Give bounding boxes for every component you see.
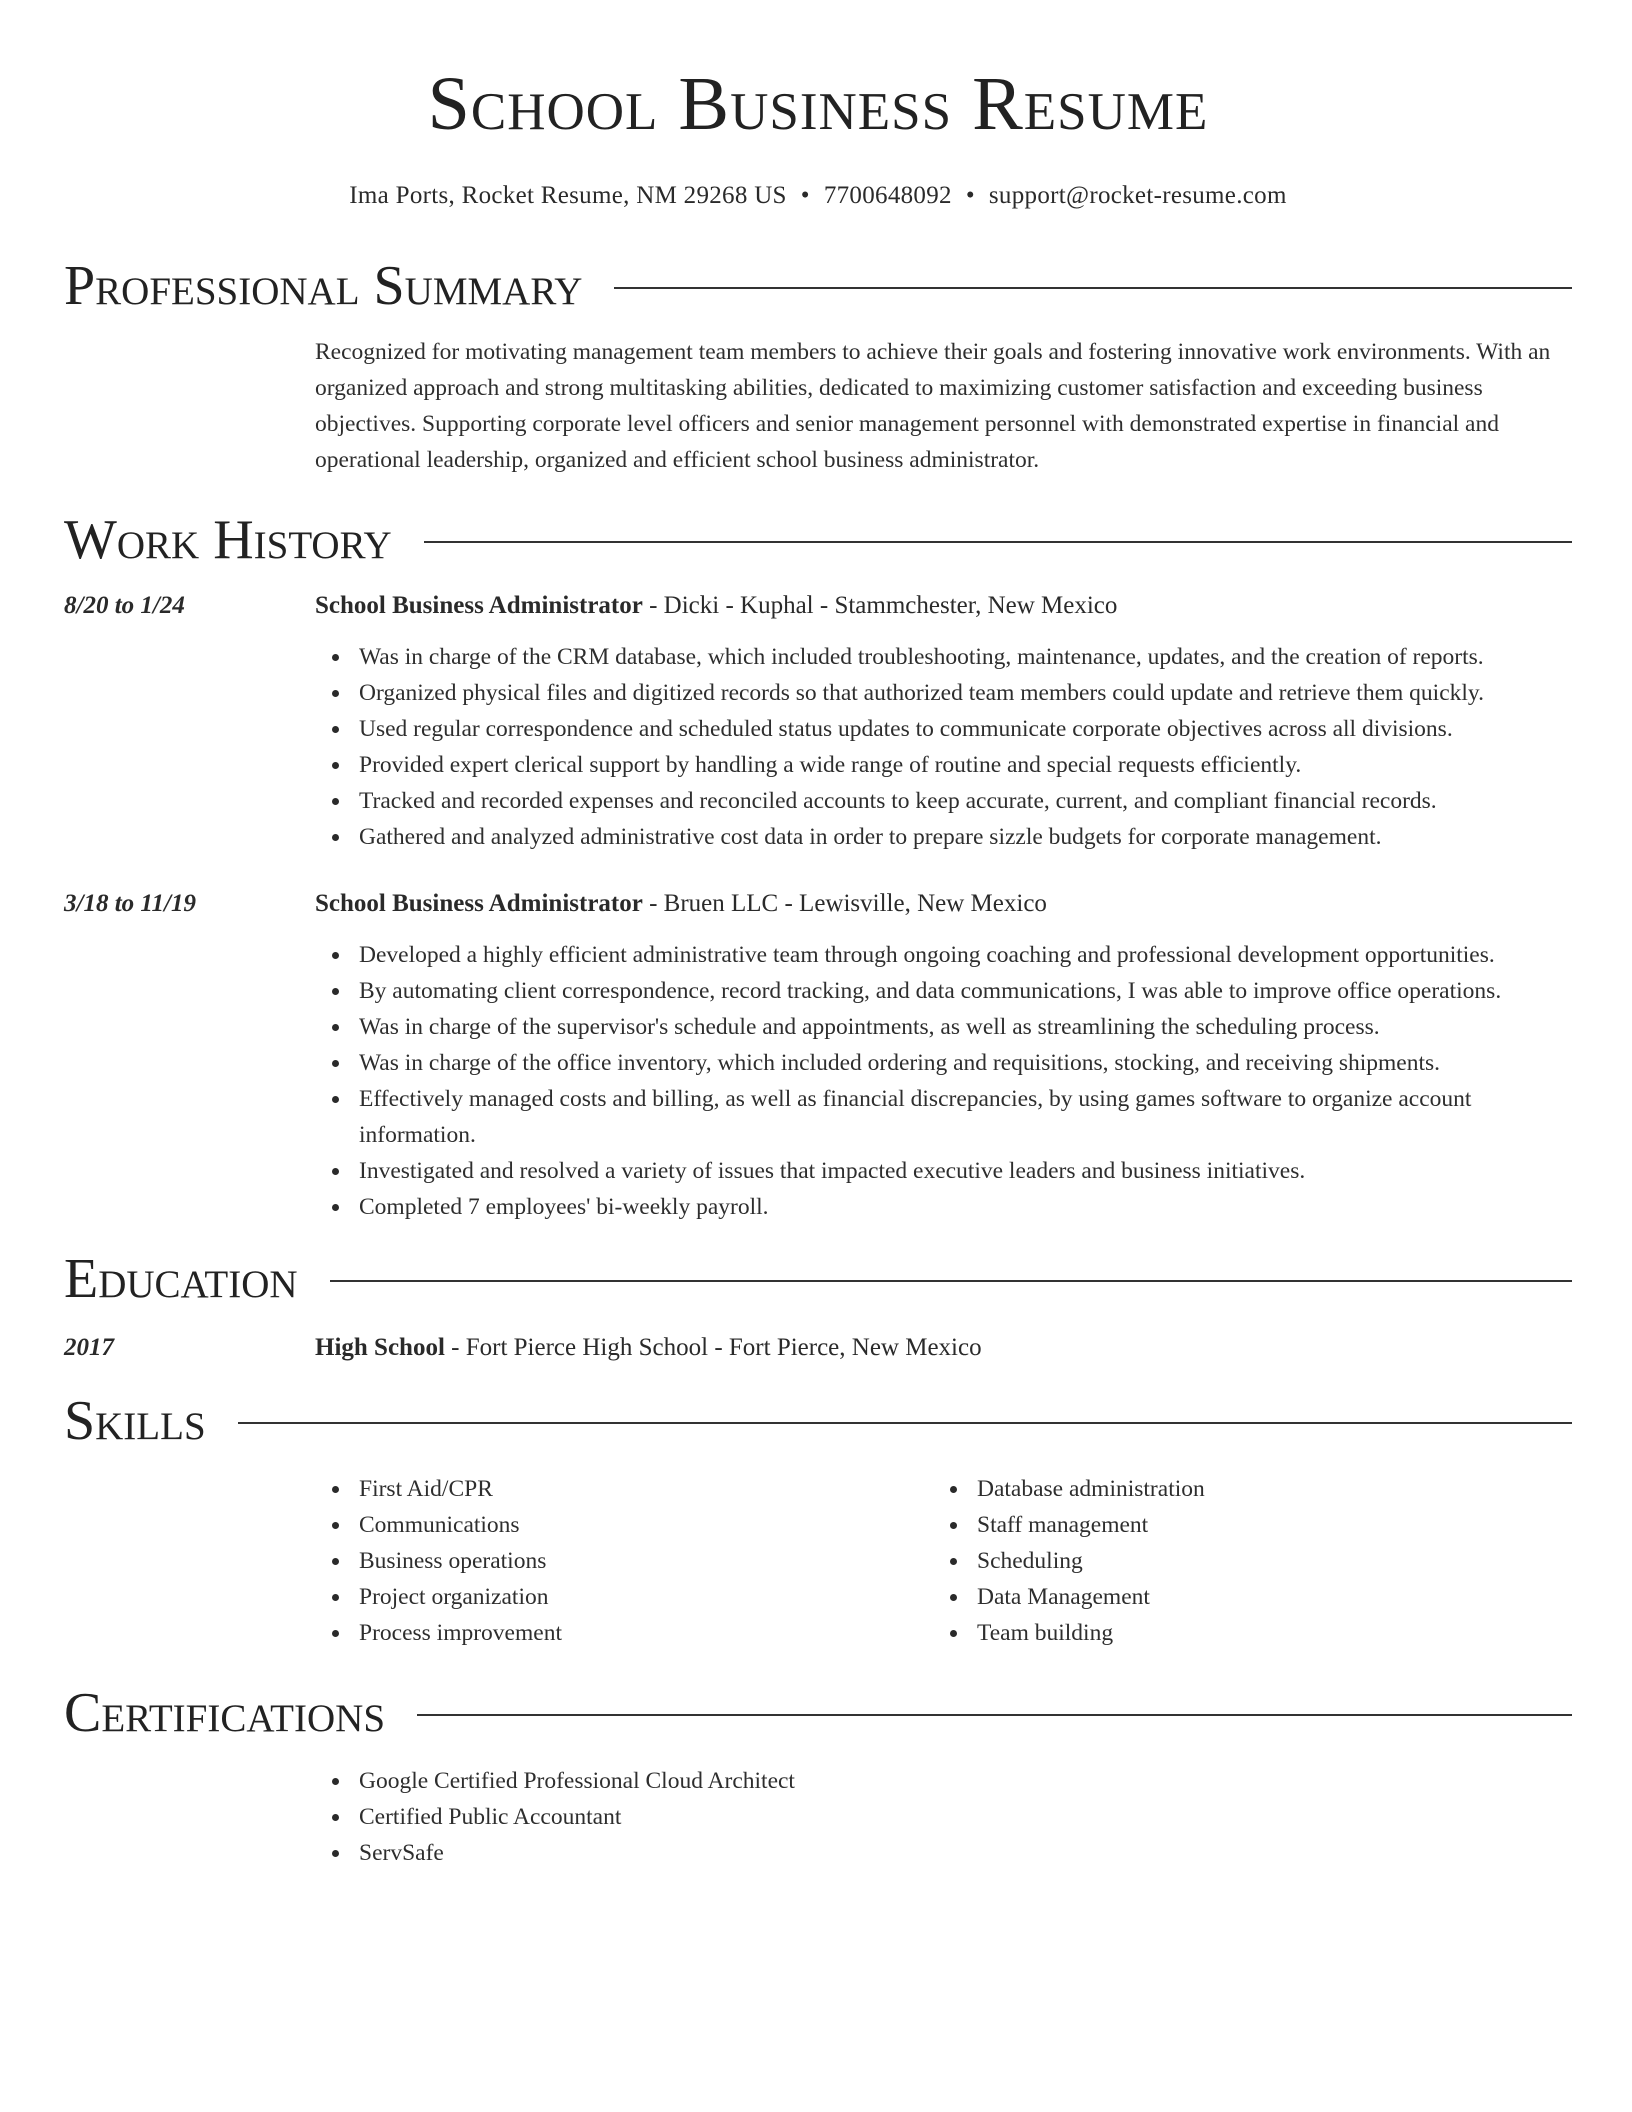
job-title-line xyxy=(315,589,1572,623)
list-item: Investigated and resolved a variety of issues that impacted executive leaders and business initiatives. xyxy=(315,1153,1572,1189)
certifications-list xyxy=(315,1763,1572,1871)
list-item: Tracked and recorded expenses and reconciled accounts to keep accurate, current, and compliant financial records. xyxy=(315,783,1572,819)
job-bullets xyxy=(315,937,1572,1225)
contact-line xyxy=(64,180,1572,212)
skill-item: Database administration xyxy=(933,1471,1551,1507)
list-item: Provided expert clerical support by handling a wide range of routine and special requests efficiently. xyxy=(315,747,1572,783)
list-item: Was in charge of the CRM database, which included troubleshooting, maintenance, updates, and the creation of reports. xyxy=(315,639,1572,675)
job-entry xyxy=(64,589,1572,855)
contact-separator: • xyxy=(965,182,975,209)
job-title: School Business Administrator xyxy=(315,890,643,917)
job-entry xyxy=(64,887,1572,1225)
education-school: - Fort Pierce High School - Fort Pierce, New Mexico xyxy=(444,1334,982,1361)
resume-page xyxy=(64,0,1572,1871)
section-heading-work-history xyxy=(64,508,1572,572)
skill-item: Business operations xyxy=(315,1543,933,1579)
job-header xyxy=(64,589,1572,623)
resume-name: School Business Resume xyxy=(427,62,1209,146)
section-divider xyxy=(417,1714,1572,1716)
certification-item: Google Certified Professional Cloud Architect xyxy=(315,1763,1572,1799)
section-title: Skills xyxy=(64,1390,206,1452)
skill-item: Scheduling xyxy=(933,1543,1551,1579)
job-title: School Business Administrator xyxy=(315,592,643,619)
section-divider xyxy=(614,287,1572,289)
skills-grid xyxy=(315,1471,1572,1651)
list-item: By automating client correspondence, record tracking, and data communications, I was able to improve office operations. xyxy=(315,973,1572,1009)
section-heading-certifications xyxy=(64,1681,1572,1745)
list-item: Effectively managed costs and billing, as well as financial discrepancies, by using games software to organize account information. xyxy=(315,1081,1572,1153)
skill-item: First Aid/CPR xyxy=(315,1471,933,1507)
skills-column-left xyxy=(315,1471,933,1651)
contact-address: Ima Ports, Rocket Resume, NM 29268 US xyxy=(349,182,787,209)
education-entry xyxy=(64,1331,1572,1365)
certification-item: ServSafe xyxy=(315,1835,1572,1871)
section-divider xyxy=(330,1280,1572,1282)
section-title: Certifications xyxy=(64,1682,386,1744)
skill-item: Project organization xyxy=(315,1579,933,1615)
list-item: Used regular correspondence and scheduled status updates to communicate corporate objectives across all divisions. xyxy=(315,711,1572,747)
education-line xyxy=(315,1331,1572,1365)
job-company: - Bruen LLC - Lewisville, New Mexico xyxy=(642,890,1047,917)
skill-item: Communications xyxy=(315,1507,933,1543)
section-heading-skills xyxy=(64,1389,1572,1453)
job-date: 3/18 to 11/19 xyxy=(64,890,196,917)
summary-text: Recognized for motivating management team members to achieve their goals and fostering innovative work environments. With an organized approach and strong multitasking abilities, dedicated to maximizing customer satisfaction and exceeding business objectives. Supporting corporate level officers and senior management personnel with demonstrated expertise in financial and operational leadership, organized and efficient school business administrator. xyxy=(315,339,1551,473)
section-divider xyxy=(424,541,1572,543)
list-item: Was in charge of the supervisor's schedule and appointments, as well as streamlining the scheduling process. xyxy=(315,1009,1572,1045)
job-title-line xyxy=(315,887,1572,921)
section-title: Professional Summary xyxy=(64,255,583,317)
section-heading-education xyxy=(64,1247,1572,1311)
section-heading-summary xyxy=(64,254,1572,318)
education-date: 2017 xyxy=(64,1334,114,1361)
job-bullets xyxy=(315,639,1572,855)
skill-item: Team building xyxy=(933,1615,1551,1651)
list-item: Gathered and analyzed administrative cost data in order to prepare sizzle budgets for corporate management. xyxy=(315,819,1572,855)
list-item: Was in charge of the office inventory, which included ordering and requisitions, stocking, and receiving shipments. xyxy=(315,1045,1572,1081)
job-company: - Dicki - Kuphal - Stammchester, New Mexico xyxy=(642,592,1118,619)
certification-item: Certified Public Accountant xyxy=(315,1799,1572,1835)
job-header xyxy=(64,887,1572,921)
section-divider xyxy=(238,1422,1572,1424)
skills-column-right xyxy=(933,1471,1551,1651)
list-item: Completed 7 employees' bi-weekly payroll. xyxy=(315,1189,1572,1225)
contact-phone: 7700648092 xyxy=(823,182,952,209)
skill-item: Staff management xyxy=(933,1507,1551,1543)
job-date: 8/20 to 1/24 xyxy=(64,592,185,619)
section-title: Work History xyxy=(64,509,392,571)
section-title: Education xyxy=(64,1248,298,1310)
list-item: Organized physical files and digitized records so that authorized team members could update and retrieve them quickly. xyxy=(315,675,1572,711)
contact-separator: • xyxy=(800,182,810,209)
list-item: Developed a highly efficient administrative team through ongoing coaching and professional development opportunities. xyxy=(315,937,1572,973)
skill-item: Process improvement xyxy=(315,1615,933,1651)
contact-email: support@rocket-resume.com xyxy=(988,182,1287,209)
education-degree: High School xyxy=(315,1334,445,1361)
skill-item: Data Management xyxy=(933,1579,1551,1615)
